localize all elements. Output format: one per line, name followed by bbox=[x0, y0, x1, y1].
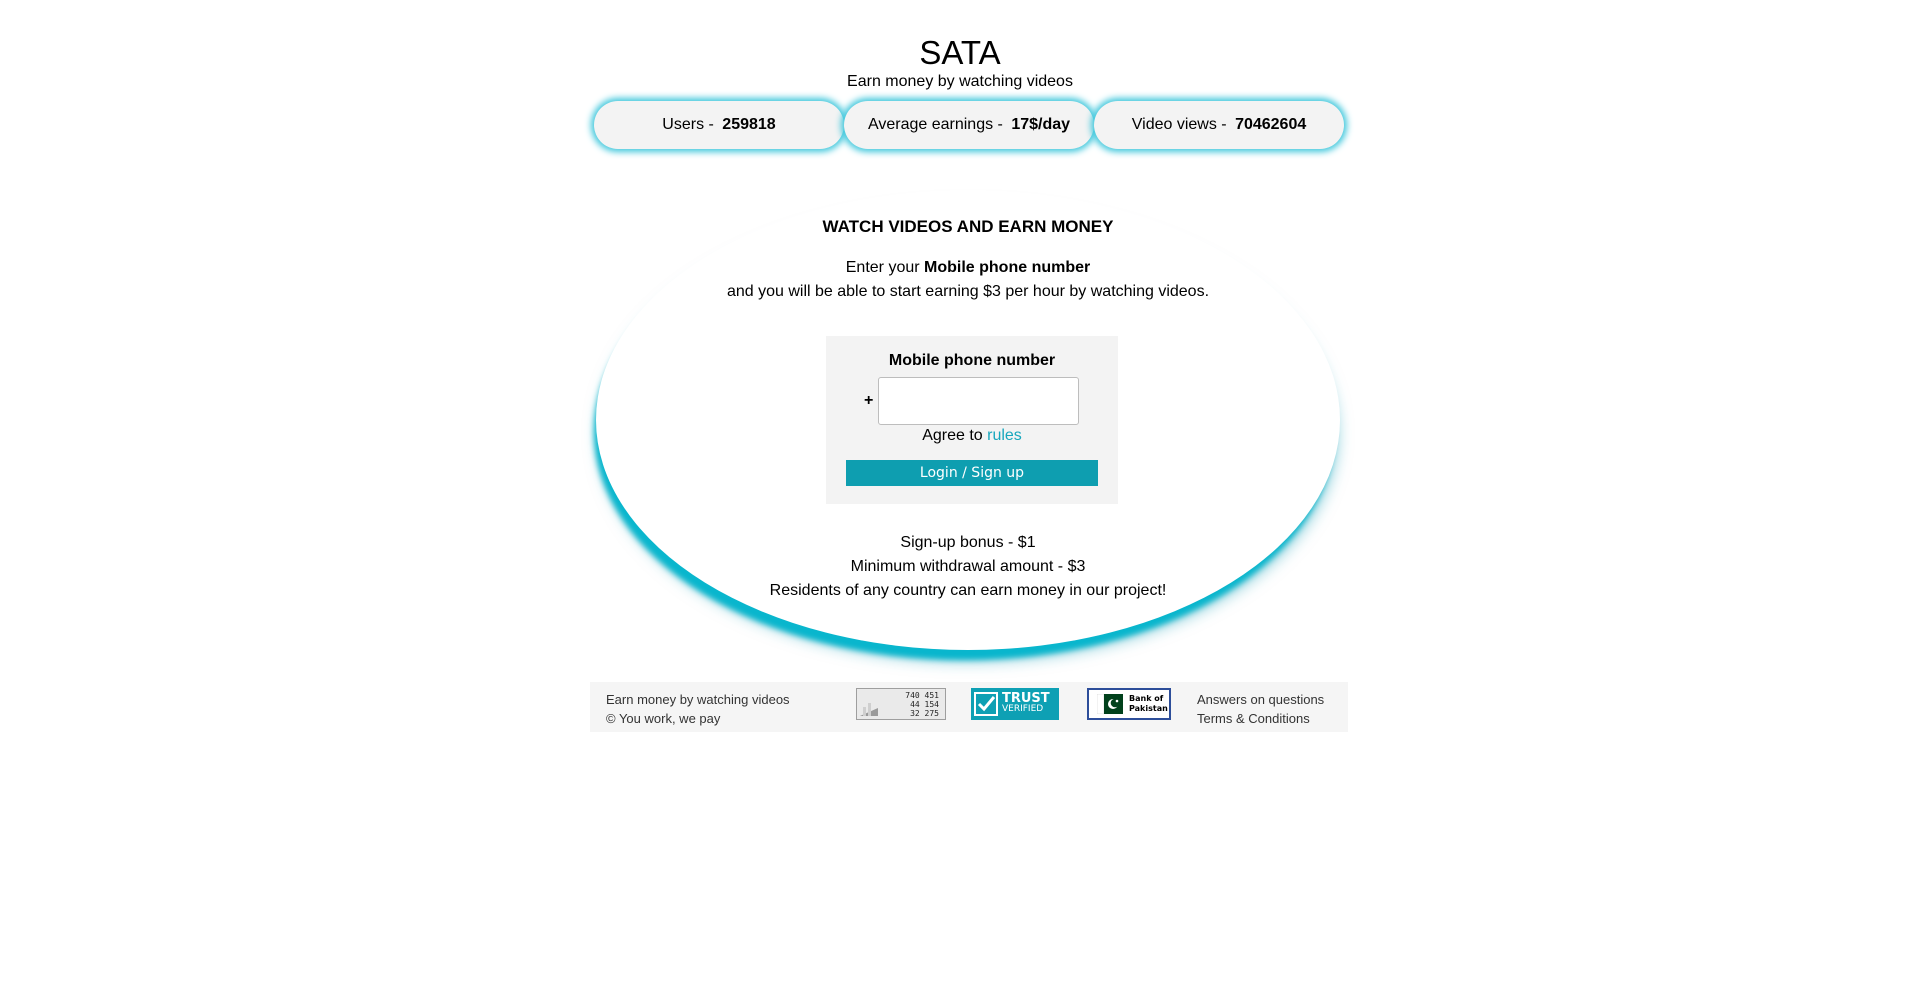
site-title: SATA bbox=[919, 34, 1001, 71]
stat-average-earnings bbox=[844, 101, 1094, 149]
stat-users-value: 259818 bbox=[722, 116, 776, 133]
visit-counter-badge[interactable] bbox=[856, 688, 946, 720]
bar-chart-icon bbox=[860, 694, 878, 716]
stat-earnings-value: 17$/day bbox=[1011, 116, 1071, 133]
rules-link[interactable]: rules bbox=[987, 427, 1022, 444]
stat-views-label: Video views - bbox=[1131, 116, 1232, 133]
site-footer bbox=[590, 682, 1348, 732]
stat-users-label: Users - bbox=[662, 116, 719, 133]
stats-bar bbox=[594, 101, 1344, 149]
counter-line-1: 740 451 bbox=[905, 691, 939, 700]
trust-line1: TRUST bbox=[1002, 691, 1050, 706]
signup-bonus-text: Sign-up bonus - $1 bbox=[900, 534, 1036, 551]
bank-line2: Pakistan bbox=[1129, 704, 1168, 713]
phone-label: Mobile phone number bbox=[888, 352, 1056, 369]
intro-text bbox=[596, 256, 1340, 304]
bank-line1: Bank of bbox=[1129, 694, 1164, 703]
intro-prefix: Enter your bbox=[845, 259, 925, 276]
trust-line2: VERIFIED bbox=[1002, 704, 1044, 714]
agree-label: Agree to bbox=[922, 427, 988, 444]
footer-copyright: © You work, we pay bbox=[606, 711, 721, 726]
stat-views-value: 70462604 bbox=[1235, 116, 1307, 133]
stat-video-views bbox=[1094, 101, 1344, 149]
trust-verified-badge[interactable] bbox=[971, 688, 1059, 720]
min-withdrawal-text: Minimum withdrawal amount - $3 bbox=[850, 558, 1086, 575]
site-header bbox=[0, 34, 1920, 92]
checkmark-icon bbox=[974, 692, 998, 716]
footer-links bbox=[1197, 690, 1324, 728]
info-block bbox=[596, 531, 1340, 603]
footer-left bbox=[606, 690, 790, 728]
faq-link[interactable]: Answers on questions bbox=[1197, 692, 1325, 707]
pakistan-flag-icon bbox=[1097, 694, 1123, 714]
counter-values bbox=[905, 691, 939, 718]
terms-link[interactable]: Terms & Conditions bbox=[1197, 711, 1310, 726]
counter-line-3: 32 275 bbox=[910, 709, 939, 718]
site-subtitle: Earn money by watching videos bbox=[847, 73, 1073, 90]
phone-prefix: + bbox=[864, 392, 874, 409]
stat-users bbox=[594, 101, 844, 149]
intro-line2: and you will be able to start earning $3 per hour by watching videos. bbox=[726, 283, 1210, 300]
signup-card bbox=[596, 190, 1340, 650]
bank-of-pakistan-badge[interactable] bbox=[1087, 688, 1171, 720]
phone-input[interactable] bbox=[878, 377, 1079, 425]
residents-text: Residents of any country can earn money in our project! bbox=[769, 582, 1167, 599]
bank-text bbox=[1129, 694, 1168, 714]
footer-tagline: Earn money by watching videos bbox=[606, 692, 790, 707]
stat-earnings-label: Average earnings - bbox=[867, 116, 1008, 133]
card-title: WATCH VIDEOS AND EARN MONEY bbox=[822, 217, 1114, 236]
signup-form bbox=[826, 336, 1118, 504]
trust-text bbox=[1002, 693, 1050, 715]
counter-line-2: 44 154 bbox=[910, 700, 939, 709]
agree-text bbox=[826, 427, 1118, 445]
login-signup-button[interactable]: Login / Sign up bbox=[846, 460, 1098, 486]
intro-bold: Mobile phone number bbox=[924, 259, 1091, 276]
